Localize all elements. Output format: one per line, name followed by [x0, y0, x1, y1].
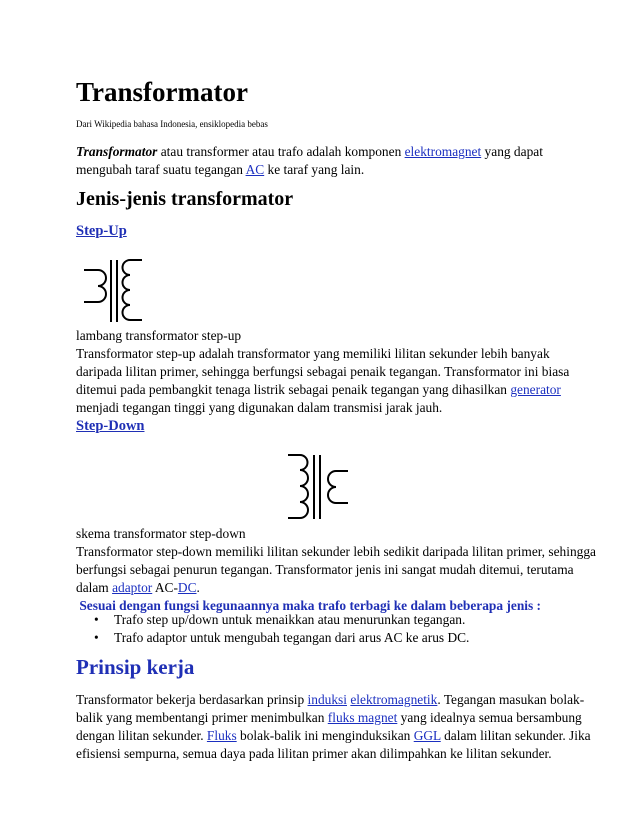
- heading-jenis-transformator: Jenis-jenis transformator: [76, 188, 294, 210]
- principle-paragraph: [76, 691, 591, 763]
- page-subtitle: Dari Wikipedia bahasa Indonesia, ensiklopedia bebas: [76, 119, 268, 129]
- heading-prinsip-kerja: Prinsip kerja: [76, 655, 195, 679]
- principle-text: dengan lilitan sekunder.: [76, 728, 207, 743]
- step-down-paragraph: [76, 525, 596, 615]
- step-down-text: berfungsi sebagai penurun tegangan. Transformator jenis ini sangat mudah ditemui, terutama: [76, 562, 574, 577]
- link-ac[interactable]: AC: [245, 162, 265, 177]
- intro-text: atau transformer atau trafo adalah komponen: [157, 144, 405, 159]
- step-up-text: Transformator step-up adalah transformator yang memiliki lilitan sekunder lebih banyak: [76, 346, 550, 361]
- intro-text: yang dapat: [481, 144, 543, 159]
- heading-step-up[interactable]: Step-Up: [76, 223, 127, 239]
- link-fluks[interactable]: Fluks: [206, 728, 237, 743]
- step-down-text: Transformator step-down memiliki lilitan sekunder lebih sedikit daripada lilitan primer, sehingga: [76, 544, 596, 559]
- link-elektromagnetik[interactable]: elektromagnetik: [350, 692, 438, 707]
- page-title: Transformator: [76, 77, 248, 107]
- step-up-text: ditemui pada pembangkit tenaga listrik sebagai penaik tegangan yang dihasilkan: [76, 382, 511, 397]
- function-heading: Sesuai dengan fungsi kegunaannya maka trafo terbagi ke dalam beberapa jenis :: [76, 598, 542, 613]
- list-item: • Trafo adaptor untuk mengubah tegangan dari arus AC ke arus DC.: [76, 629, 469, 647]
- link-generator[interactable]: generator: [510, 382, 561, 397]
- intro-text: mengubah taraf suatu tegangan: [76, 162, 246, 177]
- principle-text: balik yang membentangi primer menimbulkan: [76, 710, 328, 725]
- link-adaptor[interactable]: adaptor: [112, 580, 153, 595]
- step-down-text: dalam: [76, 580, 113, 595]
- principle-text: Transformator bekerja berdasarkan prinsip: [76, 692, 308, 707]
- link-induksi[interactable]: induksi: [307, 692, 347, 707]
- step-up-transformer-symbol: [84, 258, 146, 324]
- heading-step-down[interactable]: Step-Down: [76, 418, 145, 434]
- step-up-caption: lambang transformator step-up: [76, 328, 242, 343]
- principle-text: bolak-balik ini menginduksikan: [236, 728, 414, 743]
- step-up-paragraph: [76, 327, 576, 417]
- link-fluks-magnet[interactable]: fluks magnet: [327, 710, 398, 725]
- step-up-text: daripada lilitan primer, sehingga berfungsi sebagai penaik tegangan. Transformator ini biasa: [76, 364, 570, 379]
- intro-paragraph: [76, 143, 576, 179]
- principle-text: efisiensi sempurna, semua daya pada lilitan primer akan dilimpahkan ke lilitan sekunder.: [76, 746, 552, 761]
- principle-text: . Tegangan masukan bolak-: [437, 692, 585, 707]
- step-down-text: .: [196, 580, 200, 595]
- link-dc[interactable]: DC: [177, 580, 197, 595]
- principle-text: dalam lilitan sekunder. Jika: [440, 728, 591, 743]
- step-up-text: menjadi tegangan tinggi yang digunakan dalam transmisi jarak jauh.: [76, 400, 443, 415]
- link-ggl[interactable]: GGL: [413, 728, 441, 743]
- step-down-caption: skema transformator step-down: [76, 526, 246, 541]
- step-down-transformer-symbol: [286, 453, 350, 521]
- principle-text: yang idealnya semua bersambung: [397, 710, 582, 725]
- intro-term: Transformator: [76, 144, 158, 159]
- list-item: • Trafo step up/down untuk menaikkan atau menurunkan tegangan.: [76, 611, 469, 629]
- intro-text: ke taraf yang lain.: [264, 162, 365, 177]
- link-elektromagnet[interactable]: elektromagnet: [404, 144, 482, 159]
- step-down-text: AC-: [152, 580, 178, 595]
- types-list: [76, 611, 469, 647]
